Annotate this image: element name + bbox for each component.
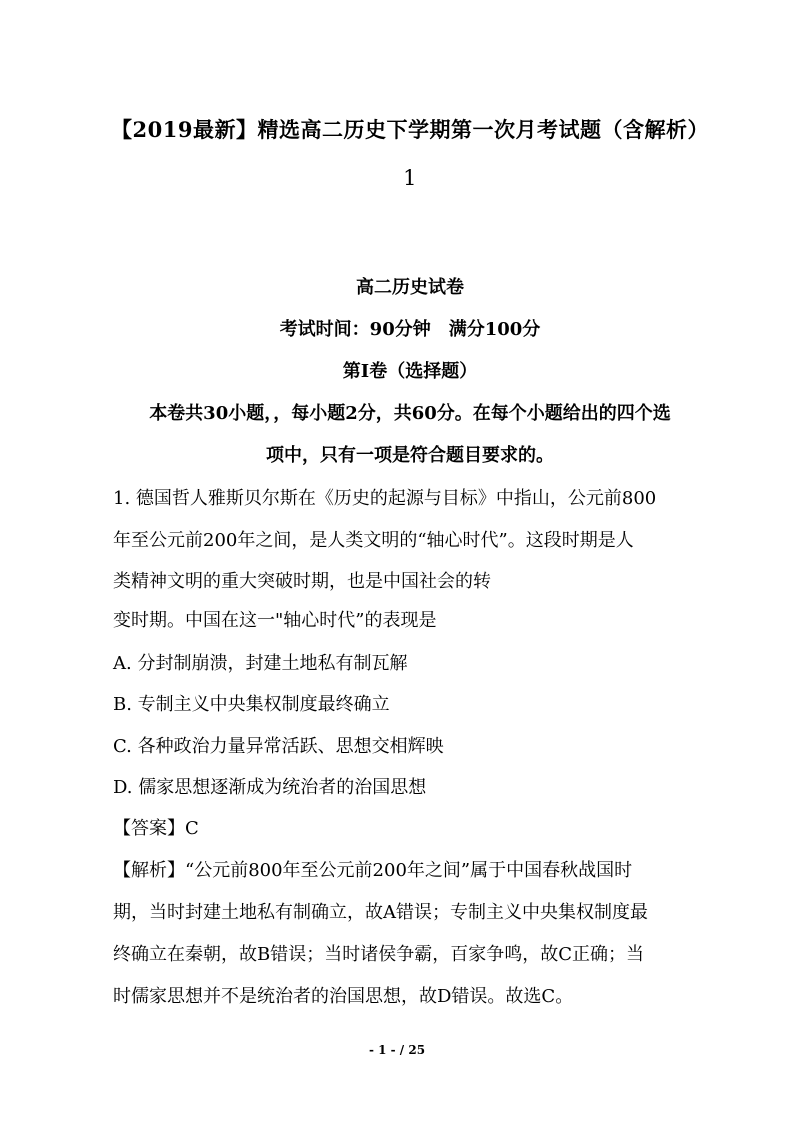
exam-time-info: 考试时间：90分钟 满分100分 bbox=[279, 319, 541, 340]
document-title bbox=[100, 106, 720, 202]
exam-section-title: 第Ⅰ卷（选择题） bbox=[342, 361, 478, 382]
option-d: D. 儒家思想逐渐成为统治者的治国思想 bbox=[113, 777, 427, 798]
question-stem-line: 类精神文明的重大突破时期，也是中国社会的转 bbox=[113, 571, 491, 592]
exam-instructions-line-1: 本卷共30小题，，每小题2分，共60分。在每个小题给出的四个选 bbox=[149, 403, 671, 424]
question-stem-line: 年至公元前200年之间，是人类文明的“轴心时代”。这段时期是人 bbox=[113, 530, 634, 551]
answer-line: 【答案】C bbox=[113, 818, 199, 839]
exam-heading: 高二历史试卷 bbox=[356, 277, 464, 298]
option-b: B. 专制主义中央集权制度最终确立 bbox=[113, 694, 390, 715]
page-number-footer: - 1 - / 25 bbox=[368, 1043, 426, 1057]
document-title-text: 【2019最新】精选高二历史下学期第一次月考试题（含解析） bbox=[111, 117, 709, 142]
question-stem-line: 变时期。中国在这一"轴心时代”的表现是 bbox=[113, 610, 437, 631]
document-title-suffix: 1 bbox=[403, 166, 417, 190]
analysis-line: 时儒家思想并不是统治者的治国思想，故D错误。故选C。 bbox=[113, 986, 574, 1007]
analysis-line: 【解析】“公元前800年至公元前200年之间”属于中国春秋战国时 bbox=[113, 860, 633, 881]
option-c: C. 各种政治力量异常活跃、思想交相辉映 bbox=[113, 736, 444, 757]
analysis-line: 终确立在秦朝，故B错误；当时诸侯争霸，百家争鸣，故C正确；当 bbox=[113, 944, 644, 965]
exam-instructions-line-2: 项中，只有一项是符合题目要求的。 bbox=[266, 445, 554, 466]
analysis-line: 期，当时封建土地私有制确立，故A错误；专制主义中央集权制度最 bbox=[113, 902, 648, 923]
question-stem-line: 1. 德国哲人雅斯贝尔斯在《历史的起源与目标》中指山，公元前800 bbox=[113, 488, 657, 509]
option-a: A. 分封制崩溃，封建土地私有制瓦解 bbox=[113, 653, 408, 674]
